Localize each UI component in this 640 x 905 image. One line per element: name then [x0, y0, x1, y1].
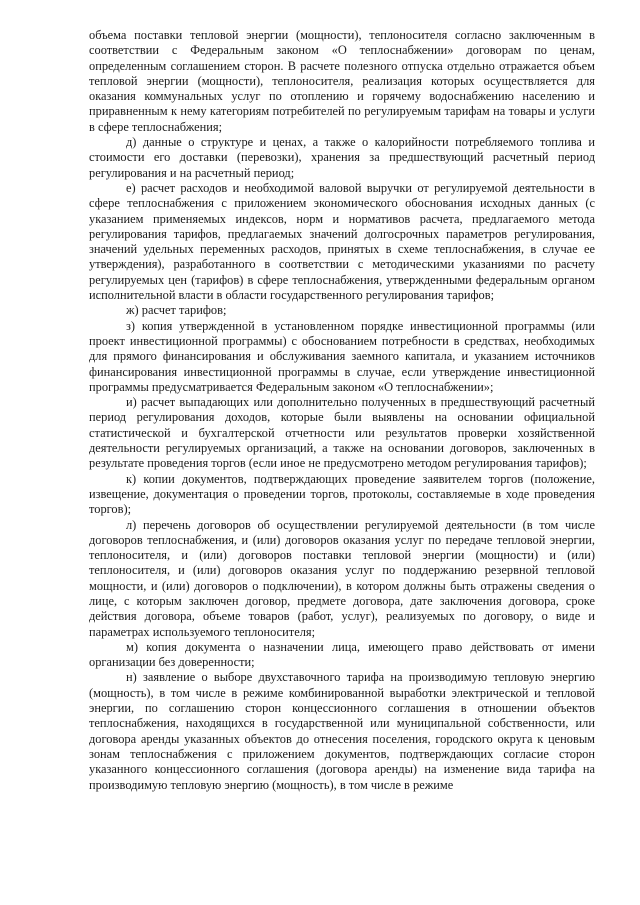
paragraph-m: м) копия документа о назначении лица, имеющего право действовать от имени организации без доверенности;	[89, 639, 595, 670]
document-body	[89, 28, 595, 793]
paragraph-zh: ж) расчет тарифов;	[126, 303, 227, 318]
paragraph-i: и) расчет выпадающих или дополнительно полученных в предшествующий расчетный период регулирования доходов, которые были выявлены на основании официальной статистической и бухгалтерской отчетности или результатов проверки хозяйственной деятельности регулируемых организаций, а также на основании договоров, заключенных в результате проведения торгов (если иное не предусмотрено методом регулирования тарифов);	[89, 395, 595, 471]
paragraph-intro: объема поставки тепловой энергии (мощности), теплоносителя согласно заключенным в соответствии с Федеральным законом «О теплоснабжении» договорам по ценам, определенным соглашением сторон. В расчете полезного отпуска отдельно отражается объем тепловой энергии (мощности), теплоносителя, реализация которых осуществляется для оказания коммунальных услуг по отоплению и горячему водоснабжению населению и приравненным к нему категориям потребителей по регулируемым тарифам на товары и услуги в сфере теплоснабжения;	[89, 28, 595, 134]
paragraph-z: з) копия утвержденной в установленном порядке инвестиционной программы (или проект инвестиционной программы) с обоснованием потребности в средствах, необходимых для прямого финансирования и обслуживания заемного капитала, и указанием источников финансирования инвестиционной программы в случае, если утверждение инвестиционной программы предусматривается Федеральным законом «О теплоснабжении»;	[89, 318, 595, 394]
paragraph-d: д) данные о структуре и ценах, а также о калорийности потребляемого топлива и стоимости его доставки (перевозки), хранения за предшествующий расчетный период регулирования и на расчетный период;	[89, 135, 595, 180]
paragraph-n: н) заявление о выборе двухставочного тарифа на производимую тепловую энергию (мощность), в том числе в режиме комбинированной выработки электрической и тепловой энергии, по соглашению сторон концессионного соглашения в отношении объектов теплоснабжения, находящихся в государственной или муниципальной собственности, или договора аренды указанных объектов до отнесения поселения, городского округа к ценовым зонам теплоснабжения с приложением документов, подтверждающих согласие сторон указанного концессионного соглашения (договора аренды) на изменение вида тарифа на производимую тепловую энергию (мощность), в том числе в режиме	[89, 670, 595, 792]
paragraph-l: л) перечень договоров об осуществлении регулируемой деятельности (в том числе договоров теплоснабжения, и (или) договоров оказания услуг по передаче тепловой энергии, теплоносителя, и (или) договоров поставки тепловой энергии (мощности) и (или) теплоносителя, и (или) договоров оказания услуг по поддержанию резервной тепловой мощности, и (или) договоров о подключении), в котором должны быть отражены сведения о лице, с которым заключен договор, предмете договора, дате заключения договора, сроке действия договора, объеме товаров (работ, услуг), реализуемых по договору, о виде и параметрах используемого теплоносителя;	[89, 517, 595, 639]
paragraph-k: к) копии документов, подтверждающих проведение заявителем торгов (положение, извещение, документация о проведении торгов, протоколы, составляемые в ходе проведения торгов);	[89, 471, 595, 517]
paragraph-e: е) расчет расходов и необходимой валовой выручки от регулируемой деятельности в сфере теплоснабжения с приложением экономического обоснования исходных данных (с указанием применяемых индексов, норм и нормативов расчета, предлагаемого метода регулирования тарифов, предлагаемых значений долгосрочных параметров регулирования, значений удельных переменных расходов, принятых в схеме теплоснабжения, в случае ее утверждения), разработанного в соответствии с методическими указаниями по расчету регулируемых цен (тарифов) в сфере теплоснабжения, утвержденными федеральным органом исполнительной власти в области государственного регулирования тарифов;	[89, 180, 595, 303]
